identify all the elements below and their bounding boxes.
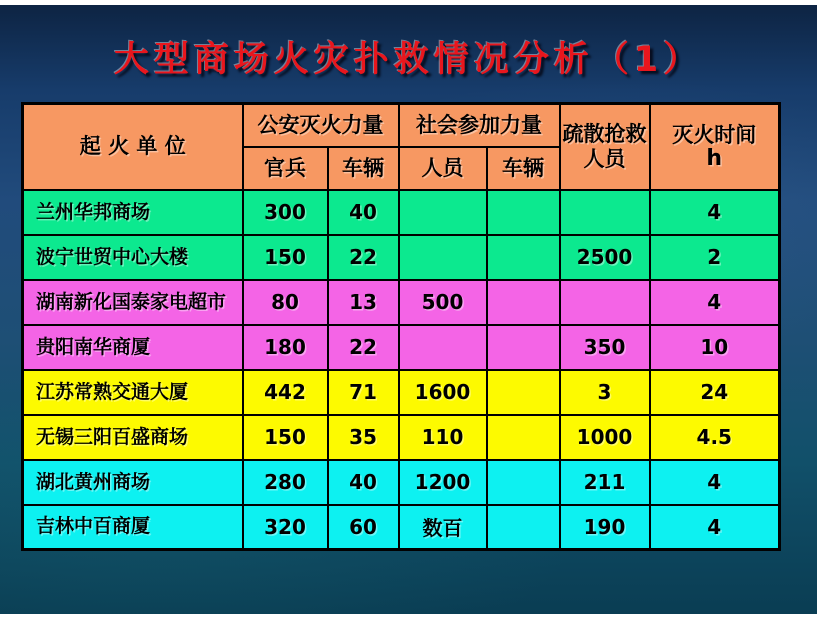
table-row bbox=[23, 415, 780, 460]
header-time-label: 灭火时间 bbox=[672, 123, 757, 148]
table-row bbox=[23, 190, 780, 235]
header-social-personnel: 人员 bbox=[399, 147, 487, 190]
cell-vehicles: 35 bbox=[328, 415, 399, 460]
cell-time: 4 bbox=[650, 190, 780, 235]
cell-evacuated: 350 bbox=[560, 325, 650, 370]
cell-soc-vehicles bbox=[487, 460, 560, 505]
cell-vehicles: 40 bbox=[328, 190, 399, 235]
cell-unit: 江苏常熟交通大厦 bbox=[23, 370, 243, 415]
cell-soc-vehicles bbox=[487, 370, 560, 415]
header-social-force: 社会参加力量 bbox=[399, 104, 560, 147]
table-row bbox=[23, 505, 780, 550]
cell-time: 10 bbox=[650, 325, 780, 370]
header-police-vehicles: 车辆 bbox=[328, 147, 399, 190]
cell-time: 4.5 bbox=[650, 415, 780, 460]
cell-evacuated: 3 bbox=[560, 370, 650, 415]
cell-soc-personnel: 500 bbox=[399, 280, 487, 325]
cell-soc-personnel bbox=[399, 235, 487, 280]
cell-officers: 320 bbox=[243, 505, 328, 550]
cell-time: 4 bbox=[650, 460, 780, 505]
cell-evacuated bbox=[560, 190, 650, 235]
cell-soc-personnel: 数百 bbox=[399, 505, 487, 550]
header-time bbox=[650, 104, 780, 190]
header-social-vehicles: 车辆 bbox=[487, 147, 560, 190]
cell-soc-personnel: 1200 bbox=[399, 460, 487, 505]
header-police-officers: 官兵 bbox=[243, 147, 328, 190]
table-row bbox=[23, 325, 780, 370]
cell-vehicles: 13 bbox=[328, 280, 399, 325]
slide-background bbox=[0, 5, 817, 614]
cell-soc-vehicles bbox=[487, 505, 560, 550]
cell-soc-personnel bbox=[399, 190, 487, 235]
table-row bbox=[23, 460, 780, 505]
cell-officers: 280 bbox=[243, 460, 328, 505]
cell-officers: 180 bbox=[243, 325, 328, 370]
cell-evacuated: 2500 bbox=[560, 235, 650, 280]
cell-unit: 贵阳南华商厦 bbox=[23, 325, 243, 370]
cell-evacuated: 1000 bbox=[560, 415, 650, 460]
table-header bbox=[23, 104, 780, 190]
cell-soc-vehicles bbox=[487, 280, 560, 325]
cell-officers: 150 bbox=[243, 415, 328, 460]
table-row bbox=[23, 280, 780, 325]
slide-title: 大型商场火灾扑救情况分析（1） bbox=[113, 40, 704, 80]
cell-evacuated bbox=[560, 280, 650, 325]
cell-soc-personnel: 110 bbox=[399, 415, 487, 460]
cell-time: 24 bbox=[650, 370, 780, 415]
cell-time: 2 bbox=[650, 235, 780, 280]
cell-officers: 150 bbox=[243, 235, 328, 280]
header-time-unit: h bbox=[706, 146, 723, 172]
cell-soc-vehicles bbox=[487, 190, 560, 235]
cell-vehicles: 40 bbox=[328, 460, 399, 505]
cell-soc-vehicles bbox=[487, 415, 560, 460]
cell-vehicles: 22 bbox=[328, 235, 399, 280]
cell-vehicles: 22 bbox=[328, 325, 399, 370]
cell-unit: 兰州华邦商场 bbox=[23, 190, 243, 235]
cell-soc-personnel: 1600 bbox=[399, 370, 487, 415]
cell-officers: 300 bbox=[243, 190, 328, 235]
cell-unit: 波宁世贸中心大楼 bbox=[23, 235, 243, 280]
cell-soc-personnel bbox=[399, 325, 487, 370]
cell-unit: 湖北黄州商场 bbox=[23, 460, 243, 505]
table-body bbox=[23, 190, 780, 550]
cell-soc-vehicles bbox=[487, 235, 560, 280]
cell-unit: 吉林中百商厦 bbox=[23, 505, 243, 550]
table-row bbox=[23, 370, 780, 415]
header-evacuated: 疏散抢救人员 bbox=[560, 104, 650, 190]
header-police-force: 公安灭火力量 bbox=[243, 104, 399, 147]
cell-soc-vehicles bbox=[487, 325, 560, 370]
cell-time: 4 bbox=[650, 505, 780, 550]
cell-unit: 湖南新化国泰家电超市 bbox=[23, 280, 243, 325]
cell-time: 4 bbox=[650, 280, 780, 325]
table-row bbox=[23, 235, 780, 280]
cell-unit: 无锡三阳百盛商场 bbox=[23, 415, 243, 460]
fire-data-table bbox=[21, 102, 781, 551]
header-unit: 起 火 单 位 bbox=[23, 104, 243, 190]
cell-vehicles: 60 bbox=[328, 505, 399, 550]
cell-officers: 80 bbox=[243, 280, 328, 325]
cell-officers: 442 bbox=[243, 370, 328, 415]
cell-evacuated: 211 bbox=[560, 460, 650, 505]
cell-vehicles: 71 bbox=[328, 370, 399, 415]
cell-evacuated: 190 bbox=[560, 505, 650, 550]
